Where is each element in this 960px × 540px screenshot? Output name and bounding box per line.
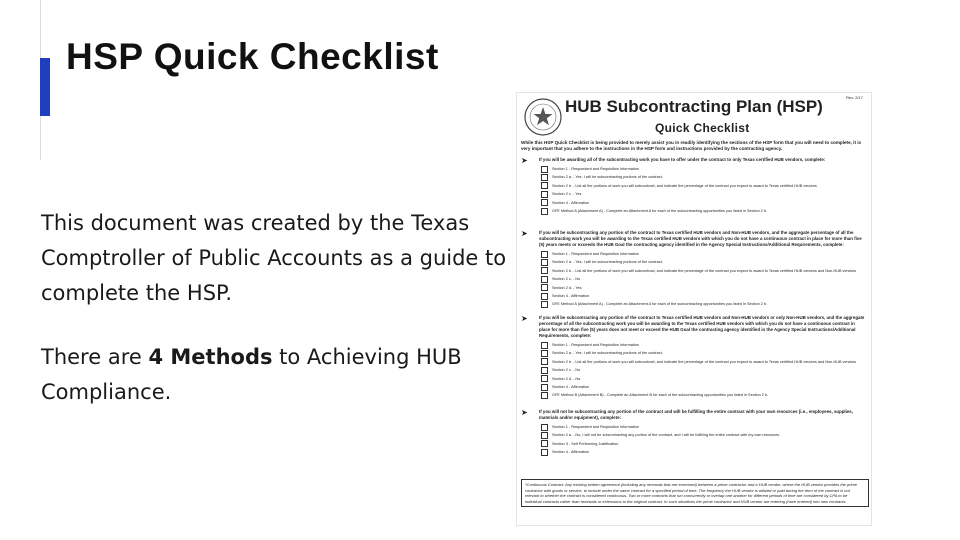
arrow-icon: ➤ (521, 408, 528, 417)
checkbox-icon (541, 251, 548, 258)
texas-seal-icon (523, 97, 563, 137)
checklist-item: GFE Method B (Attachment B) - Complete an Attachment B for each of the subcontracting opportunities you listed in Section 2 b. (541, 391, 867, 399)
scenario-4 (521, 409, 867, 457)
checklist-item: Section 2 b. - List all the portions of work you will subcontract, and indicate the percentage of the contract you expect to award to Texas certified HUB vendors and Non-HUB vendors (541, 267, 867, 275)
checkbox-icon (541, 166, 548, 173)
checklist-item: Section 4 - Affirmation (541, 199, 867, 207)
checklist-item: Section 2 a. - No, I will not be subcontracting any portion of the contract, and I will be fulfilling the entire contract with my own resources. (541, 431, 867, 439)
checkbox-icon (541, 358, 548, 365)
continuous-contract-footnote: *Continuous Contract: Any existing written agreement (including any renewals that are exercised) between a prime contractor and a HUB vendor, where the HUB vendor provides the prime contractor with goods or service, to include under the same contract for a specified period of time. The frequency the HUB vendor is utilized or paid during the term of the contract is not relevant to whether the contract is considered continuous. Two or more contracts that run concurrently or overlap one another for different periods of time are considered by CPA to be individual contracts rather than renewals or extensions to the original contract. In such situations the prime contractor and HUB vendor are entering (have entered) into new contracts. (521, 479, 869, 507)
checklist-item: Section 4 - Affirmation (541, 383, 867, 391)
checklist-item: Section 2 b. - List all the portions of work you will subcontract, and indicate the percentage of the contract you expect to award to Texas certified HUB vendors (541, 182, 867, 190)
checklist-item: Section 1 - Respondent and Requisition Information (541, 250, 867, 258)
checkbox-icon (541, 392, 548, 399)
checkbox-icon (541, 293, 548, 300)
checkbox-icon (541, 259, 548, 266)
checkbox-icon (541, 432, 548, 439)
checklist-item: Section 2 c. - Yes (541, 190, 867, 198)
checklist-item: Section 1 - Respondent and Requisition Information (541, 165, 867, 173)
slide-title: HSP Quick Checklist (66, 36, 439, 77)
checklist-item: Section 4 - Affirmation (541, 292, 867, 300)
checkbox-icon (541, 301, 548, 308)
checklist-item: Section 1 - Respondent and Requisition Information (541, 341, 867, 349)
checkbox-icon (541, 424, 548, 431)
checklist-item: Section 2 c. - No (541, 275, 867, 283)
checklist-item: Section 4 - Affirmation (541, 448, 867, 456)
checklist-item: GFE Method A (Attachment A) - Complete an Attachment A for each of the subcontracting opportunities you listed in Section 2 b. (541, 207, 867, 215)
checkbox-icon (541, 449, 548, 456)
checklist-item: Section 2 d. - No (541, 375, 867, 383)
checkbox-icon (541, 342, 548, 349)
document-title: HUB Subcontracting Plan (HSP) (565, 97, 823, 116)
checkbox-icon (541, 199, 548, 206)
scenario-text: If you will not be subcontracting any portion of the contract and will be fulfilling the entire contract with your own resources (i.e., employees, supplies, materials and/or equipment), complete: (539, 409, 853, 420)
document-intro: While this HSP Quick Checklist is being provided to merely assist you in readily identifying the sections of the HSP form that you will need to complete, it is very important that you adhere to the instructions in the HSP form and instructions provided by the contracting agency. (521, 140, 862, 151)
checkbox-icon (541, 191, 548, 198)
methods-count: 4 Methods (148, 345, 273, 369)
description-paragraph: This document was created by the Texas Comptroller of Public Accounts as a guide to complete the HSP. (41, 211, 507, 305)
checklist-document-image (516, 92, 872, 526)
checklist-item: Section 2 a. - Yes, I will be subcontracting portions of the contract. (541, 258, 867, 266)
scenario-text: If you will be subcontracting any portion of the contract to Texas certified HUB vendors and Non-HUB vendors, and the aggregate percentage of all the subcontracting work you will be awarding to the Texas certified HUB vendors with which you do not have a continuous contract in place for more than five (5) years meets or exceeds the HUB Goal the contracting agency identified in the Agency Special Instructions/Additional Requirements, complete: (539, 230, 862, 247)
revision-label: Rev. 2/17 (846, 95, 863, 100)
checklist-item: Section 2 d. - Yes (541, 284, 867, 292)
checkbox-icon (541, 375, 548, 382)
scenario-text: If you will be subcontracting any portion of the contract to Texas certified HUB vendors and Non-HUB vendors or only Non-HUB vendors, and the aggregate percentage of all the subcontracting work you will be awarding to the Texas certified HUB vendors with which you do not have a continuous contract in place for more than five (5) years does not meet or exceed the HUB Goal the contracting agency identified in the Agency Special Instructions/Additional Requirements, complete: (539, 315, 865, 338)
checklist-item: Section 2 c. - No (541, 366, 867, 374)
checklist-item: Section 1 - Respondent and Requisition Information (541, 423, 867, 431)
checklist-item: Section 2 a. - Yes, I will be subcontracting portions of the contract. (541, 349, 867, 357)
checkbox-icon (541, 350, 548, 357)
checkbox-icon (541, 174, 548, 181)
arrow-icon: ➤ (521, 229, 528, 238)
arrow-icon: ➤ (521, 314, 528, 323)
checkbox-icon (541, 276, 548, 283)
checkbox-icon (541, 367, 548, 374)
checkbox-icon (541, 208, 548, 215)
accent-bar (40, 58, 50, 116)
checkbox-icon (541, 440, 548, 447)
scenario-text: If you will be awarding all of the subcontracting work you have to offer under the contract to only Texas certified HUB vendors, complete: (539, 157, 826, 162)
methods-text-after: to Achieving HUB Compliance. (41, 345, 462, 404)
checkbox-icon (541, 284, 548, 291)
checkbox-icon (541, 384, 548, 391)
scenario-3 (521, 315, 867, 400)
checkbox-icon (541, 267, 548, 274)
checklist-item: Section 2 a. - Yes, I will be subcontracting portions of the contract. (541, 173, 867, 181)
checkbox-icon (541, 182, 548, 189)
methods-paragraph (41, 340, 511, 410)
checklist-item: Section 3 - Self Performing Justification (541, 440, 867, 448)
arrow-icon: ➤ (521, 156, 528, 165)
checklist-item: Section 2 b. - List all the portions of work you will subcontract, and indicate the percentage of the contract you expect to award to Texas certified HUB vendors and Non-HUB vendors (541, 358, 867, 366)
methods-text-before: There are (41, 345, 149, 369)
checklist-item: GFE Method A (Attachment A) - Complete an Attachment A for each of the subcontracting opportunities you listed in Section 2 b. (541, 300, 867, 308)
scenario-1 (521, 157, 867, 215)
scenario-2 (521, 230, 867, 309)
document-subtitle: Quick Checklist (655, 121, 750, 135)
